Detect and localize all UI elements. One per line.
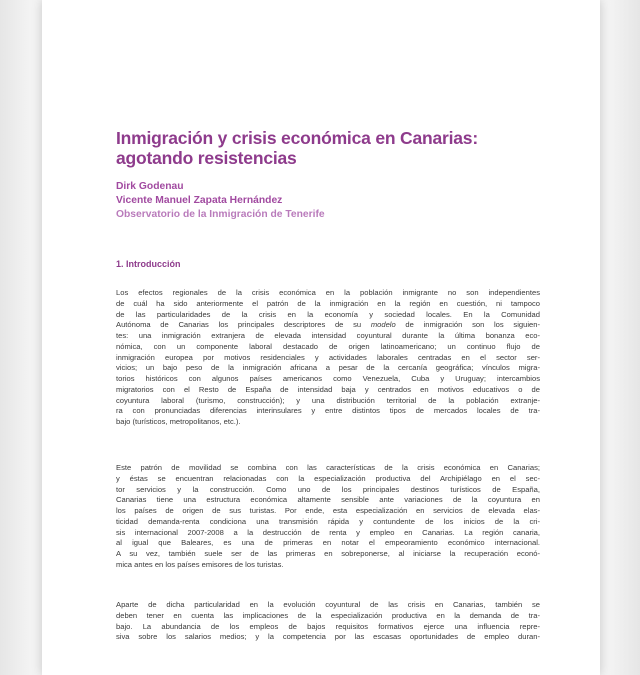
author-affiliation: Observatorio de la Inmigración de Tenerife [116, 209, 325, 220]
text-line: A su vez, también suele ser de las primeras en sobreponerse, al iniciarse la recuperación econó- [116, 549, 540, 558]
text-line: vicios; un bajo peso de la inmigración africana a pesar de la cercanía geográfica; vínculos migra- [116, 363, 540, 373]
text-line: Los efectos regionales de la crisis económica en la población inmigrante no son independientes [116, 288, 540, 297]
text-line: mica antes en los países emisores de los turistas. [116, 559, 284, 569]
author-name: Dirk Godenau [116, 181, 184, 192]
text-line: y éstas se encuentran relacionadas con la especialización productiva del Archipiélago en el sec- [116, 473, 540, 483]
text-line: sis internacional 2007-2008 a la destrucción de renta y empleo en Canarias. La región canaria, [116, 527, 540, 537]
text-line: tor servicios y la construcción. Como uno de los principales destinos turísticos de España, [116, 484, 540, 494]
article-title [116, 128, 556, 168]
text-line: migratorios con el Resto de España de intensidad baja y centrados en motivos educativos o de [116, 384, 540, 394]
text-line: ticidad demanda-renta condiciona una transmisión rápida y contundente de los inicios de la cri- [116, 516, 540, 526]
text-line: Aparte de dicha particularidad en la evolución coyuntural de las crisis en Canarias, también se [116, 600, 540, 609]
text-line: coyuntura laboral (turismo, construcción); y una distribución territorial de la población extranje- [116, 395, 540, 405]
text-line: bajo. La abundancia de los empleos de bajos requisitos formativos ejerce una influencia repre- [116, 621, 540, 631]
text-line: nómica, con un componente laboral destacado de origen latinoamericano; un continuo flujo de [116, 341, 540, 351]
text-line: tes: una inmigración extranjera de elevada intensidad coyuntural durante la última bonanza eco- [116, 331, 540, 340]
text-line: torios históricos con algunos países americanos como Venezuela, Cuba y Uruguay; intercambios [116, 374, 540, 383]
author-block [116, 180, 556, 222]
text-line: los países de origen de sus turistas. Por ende, esta especialización en servicios de elevada elas- [116, 506, 540, 515]
text-line: Este patrón de movilidad se combina con las características de la crisis económica en Canarias; [116, 463, 540, 472]
body-paragraph [116, 288, 540, 428]
text-line: Autónoma de Canarias los principales descriptores de su modelo de inmigración son los siguien- [116, 320, 540, 330]
text-line: siva sobre los salarios medios; y la competencia por las escasas oportunidades de empleo duran- [116, 632, 540, 642]
text-line: Canarias tiene una estructura económica altamente sensible ante variaciones de la coyuntura en [116, 495, 540, 505]
section-heading: 1. Introducción [116, 259, 181, 269]
title-line-2: agotando resistencias [116, 148, 297, 168]
author-name: Vicente Manuel Zapata Hernández [116, 195, 283, 206]
text-line: ra con pronunciadas diferencias interinsulares y entre distintos tipos de mercados locales de tra- [116, 406, 540, 416]
title-line-1: Inmigración y crisis económica en Canarias: [116, 128, 478, 148]
text-line: inmigración europea por motivos residenciales y actividades laborales centradas en el sector ser- [116, 352, 540, 362]
text-line: al igual que Baleares, es una de primeras en notar el empeoramiento económico internacional. [116, 538, 540, 548]
body-paragraph [116, 463, 540, 571]
text-line: deben tener en cuenta las implicaciones de la especialización productiva en la demanda de tra- [116, 610, 540, 620]
body-paragraph [116, 600, 540, 643]
text-line: de las particularidades de la crisis en la economía y sociedad locales. En la Comunidad [116, 309, 540, 319]
text-line: de cuál ha sido anteriormente el patrón de la inmigración en la región en cuestión, ni tampoco [116, 298, 540, 308]
document-page [42, 0, 600, 675]
text-line: bajo (turísticos, metropolitanos, etc.). [116, 417, 241, 426]
